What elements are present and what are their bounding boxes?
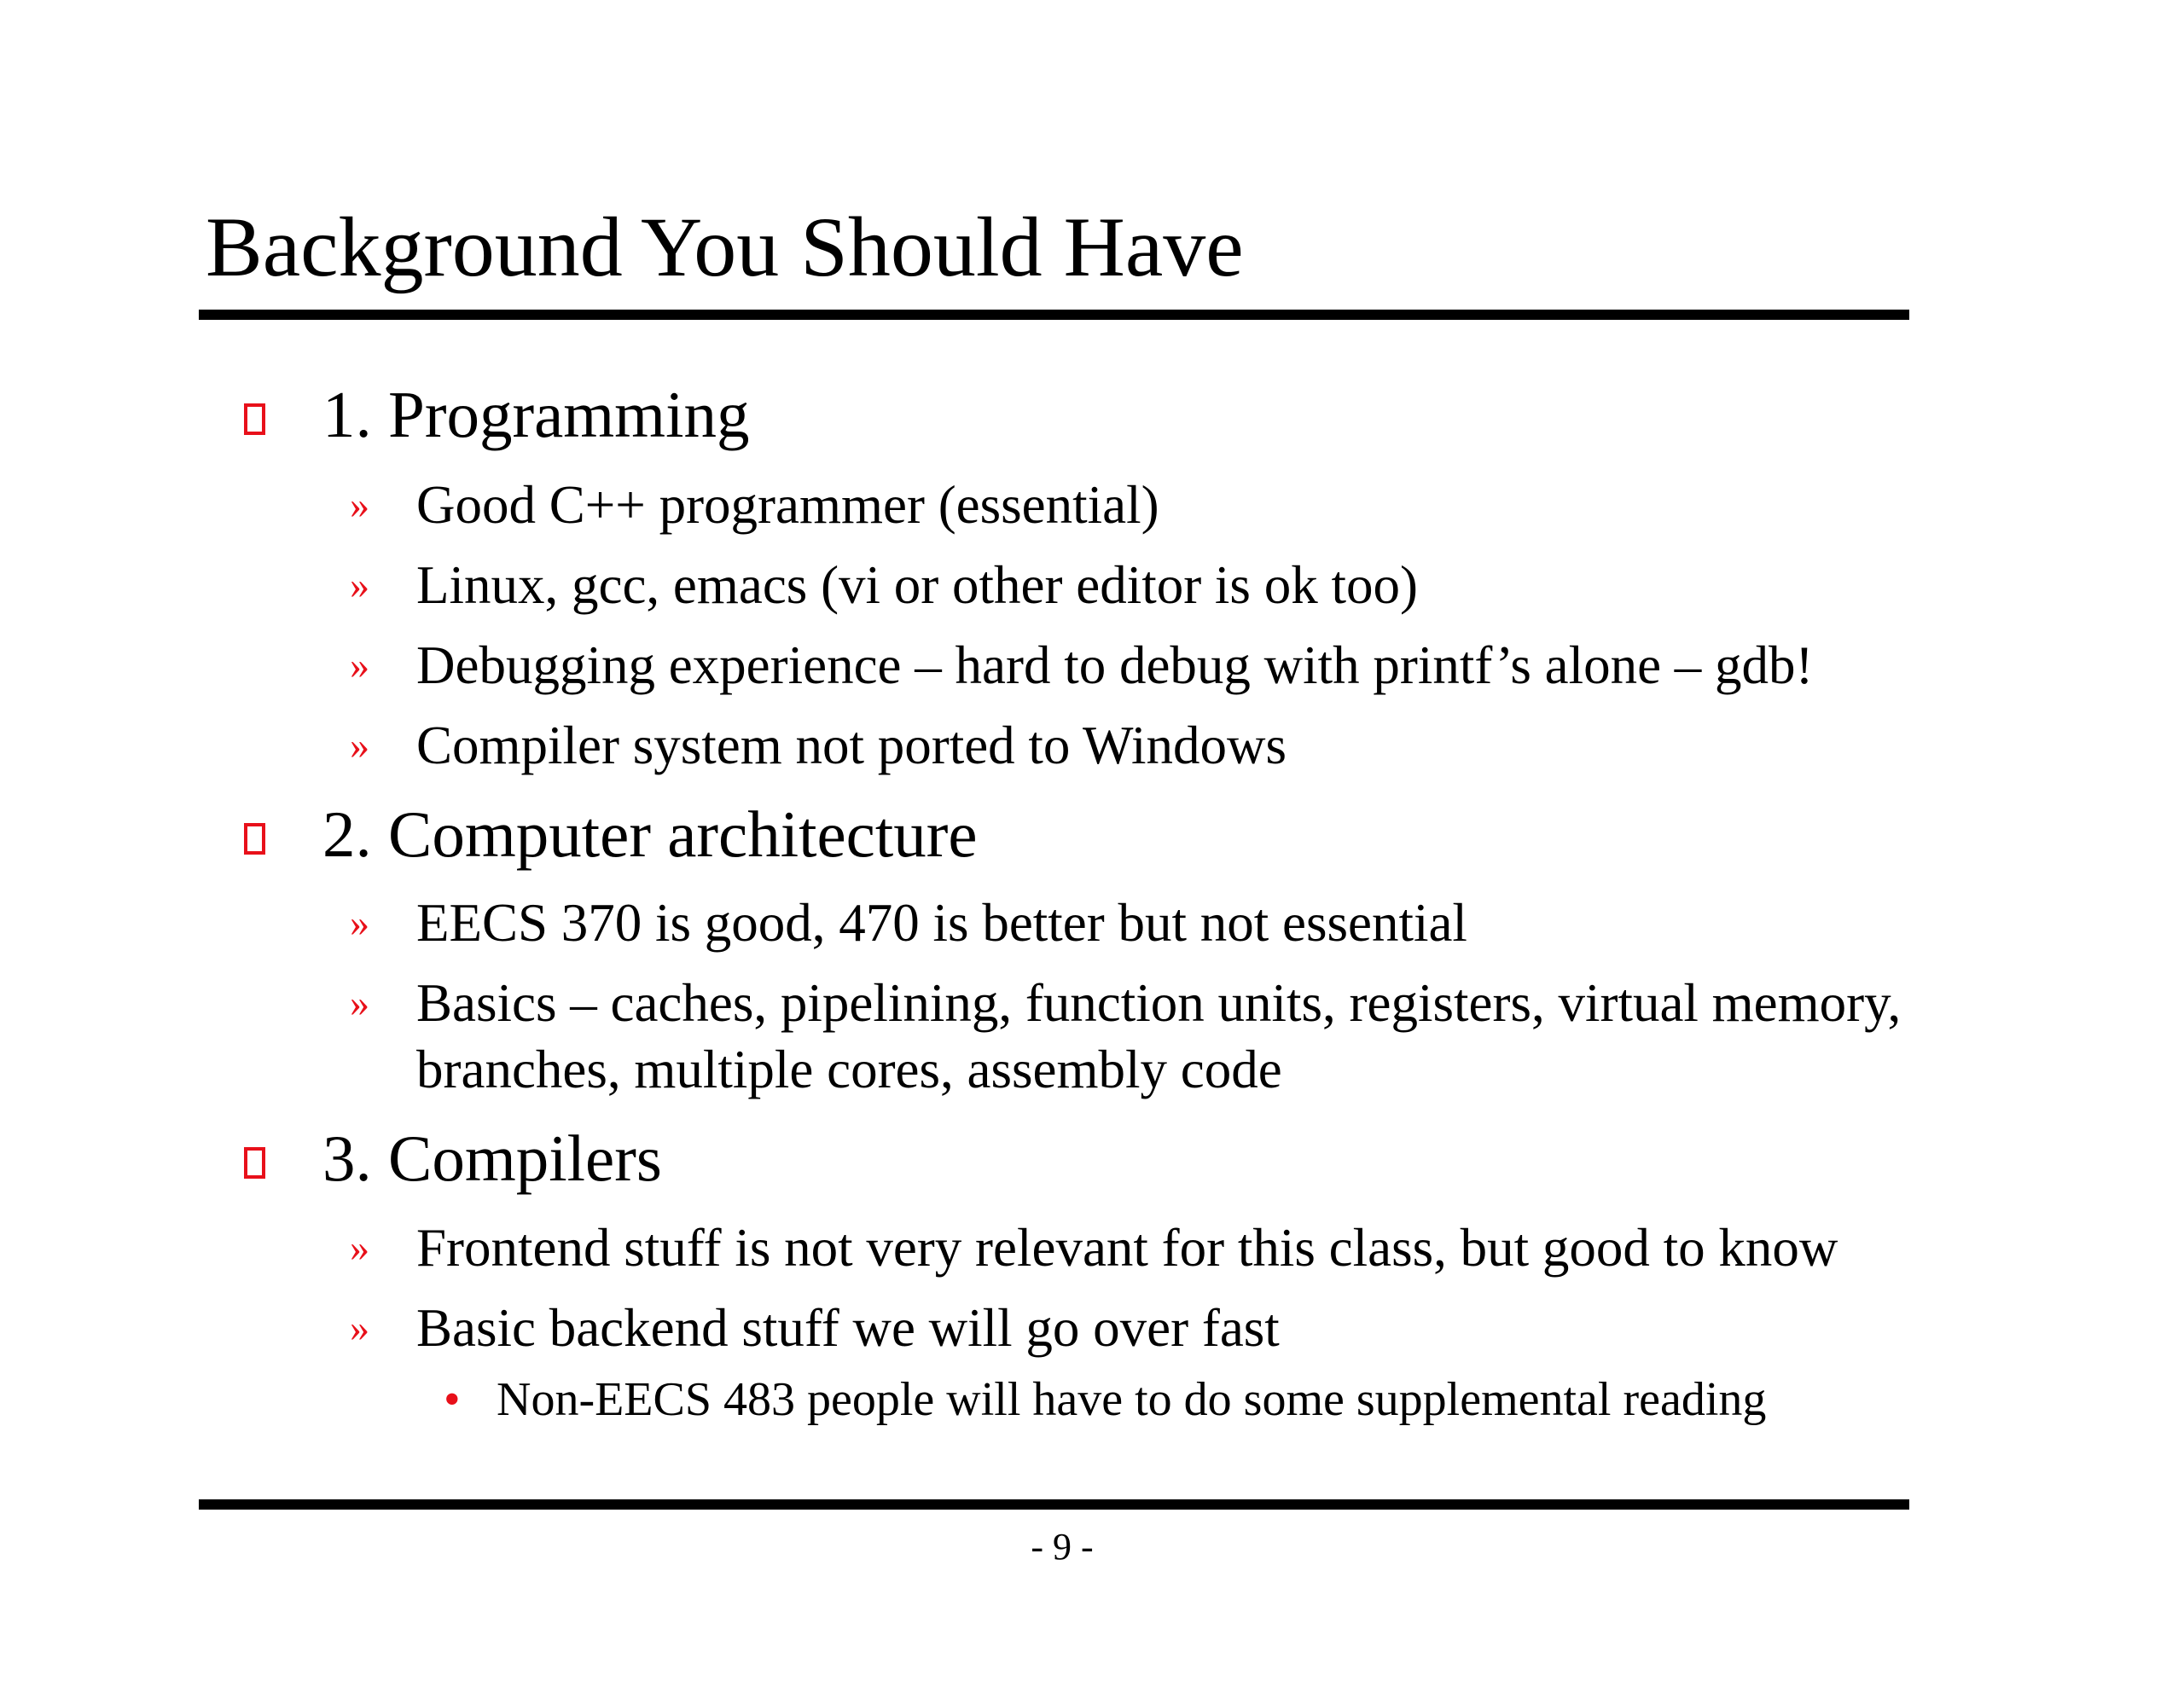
list-item (350, 1215, 1838, 1281)
title-divider (199, 310, 1909, 320)
double-chevron-icon: » (350, 981, 369, 1024)
list-item (350, 970, 1978, 1103)
list-item (350, 632, 1814, 699)
sub-list-item (444, 1371, 1767, 1429)
section-heading-label: 3. Compilers (322, 1122, 662, 1195)
double-chevron-icon: » (350, 1306, 369, 1349)
double-chevron-icon: » (350, 901, 369, 944)
list-item-text: Basic backend stuff we will go over fast (416, 1298, 1280, 1358)
hollow-square-icon (244, 823, 265, 855)
section-heading-programming (322, 378, 750, 451)
double-chevron-icon: » (350, 723, 369, 767)
double-chevron-icon: » (350, 483, 369, 526)
list-item (350, 890, 1467, 956)
hollow-square-icon (244, 403, 265, 435)
list-item-text: Linux, gcc, emacs (vi or other editor is ok too) (416, 555, 1418, 615)
list-item-text: Frontend stuff is not very relevant for this class, but good to know (416, 1218, 1838, 1278)
list-item-text: Debugging experience – hard to debug with printf’s alone – gdb! (416, 635, 1814, 695)
list-item-text: Basics – caches, pipelining, function units, registers, virtual memory, branches, multiple cores, assembly code (416, 973, 1902, 1099)
sub-list-item-text: Non-EECS 483 people will have to do some supplemental reading (497, 1373, 1767, 1426)
double-chevron-icon: » (350, 643, 369, 687)
page-number: - 9 - (1031, 1526, 1094, 1568)
double-chevron-icon: » (350, 1226, 369, 1269)
list-item (350, 712, 1287, 779)
list-item (350, 1295, 1280, 1361)
section-heading-compilers (322, 1122, 662, 1195)
section-heading-label: 2. Computer architecture (322, 797, 978, 871)
list-item (350, 552, 1418, 618)
list-item-text: Good C++ programmer (essential) (416, 475, 1159, 535)
hollow-square-icon (244, 1147, 265, 1179)
list-item-text: Compiler system not ported to Windows (416, 716, 1287, 775)
section-heading-computer-architecture (322, 797, 978, 871)
slide-title: Background You Should Have (206, 200, 1244, 294)
dot-icon: • (444, 1373, 461, 1426)
footer-divider (199, 1499, 1909, 1510)
double-chevron-icon: » (350, 563, 369, 606)
section-heading-label: 1. Programming (322, 378, 750, 451)
list-item (350, 472, 1159, 538)
list-item-text: EECS 370 is good, 470 is better but not essential (416, 893, 1467, 953)
